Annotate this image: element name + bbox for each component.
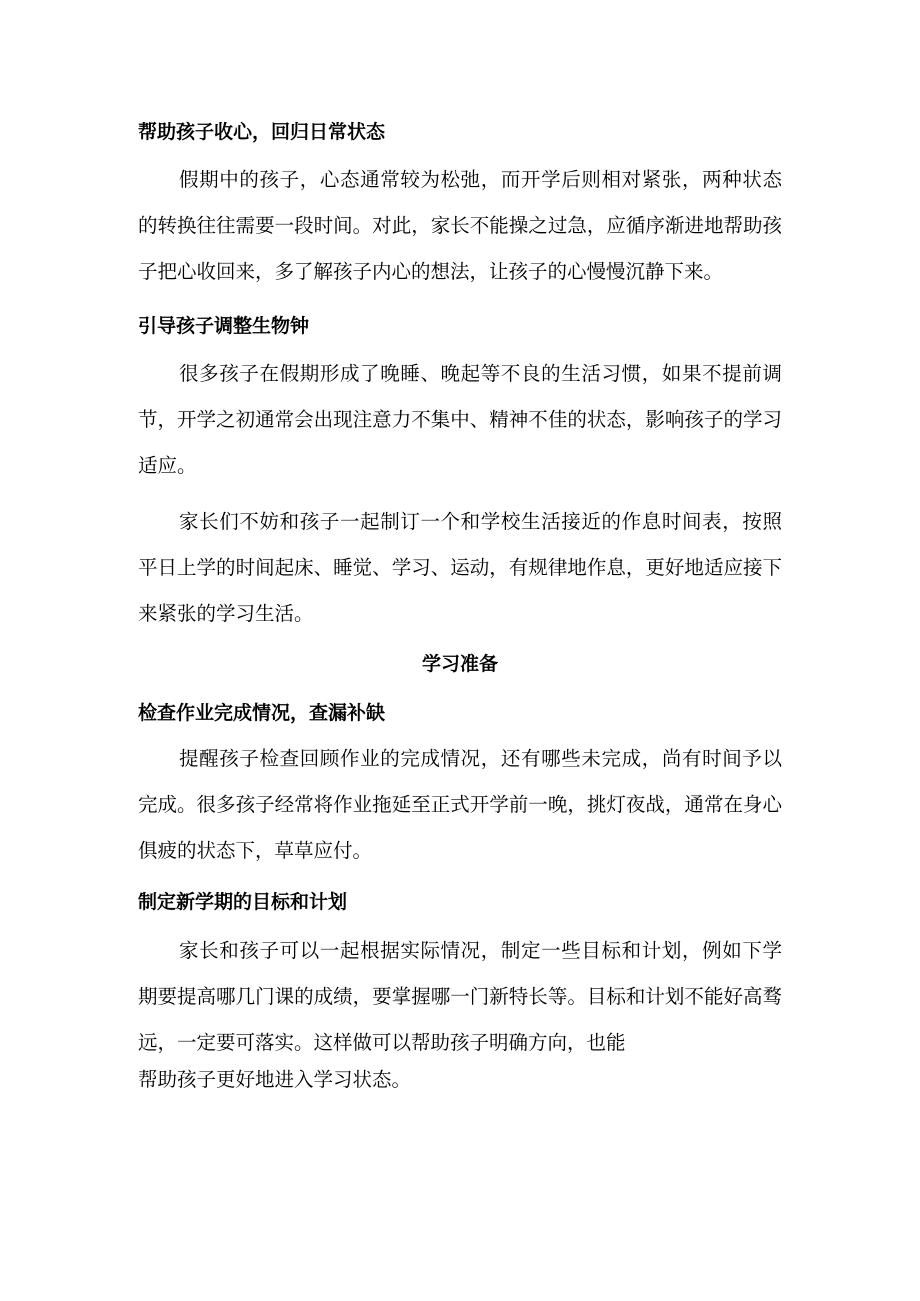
part-title: 学习准备: [421, 653, 498, 675]
section-heading-goals-plan: 制定新学期的目标和计划: [138, 891, 348, 913]
paragraph-goals-plan-trailing-line: 帮助孩子更好地进入学习状态。: [138, 1068, 412, 1091]
section-heading-biological-clock: 引导孩子调整生物钟: [138, 315, 310, 337]
paragraph-homework-check: 提醒孩子检查回顾作业的完成情况，还有哪些未完成，尚有时间予以完成。很多孩子经常将作业拖延至正式开学前一晚，挑灯夜战，通常在身心俱疲的状态下，草草应付。: [138, 747, 782, 862]
paragraph-biological-clock-2: 家长们不妨和孩子一起制订一个和学校生活接近的作息时间表，按照平日上学的时间起床、睡觉、学习、运动，有规律地作息，更好地适应接下来紧张的学习生活。: [138, 510, 782, 625]
paragraph-biological-clock-1: 很多孩子在假期形成了晚睡、晚起等不良的生活习惯，如果不提前调节，开学之初通常会出现注意力不集中、精神不佳的状态，影响孩子的学习适应。: [138, 362, 782, 477]
section-heading-settle-mind: 帮助孩子收心，回归日常状态: [138, 121, 386, 143]
section-heading-homework-check: 检查作业完成情况，查漏补缺: [138, 702, 386, 724]
paragraph-settle-mind: 假期中的孩子，心态通常较为松弛，而开学后则相对紧张，两种状态的转换往往需要一段时间。对此，家长不能操之过急，应循序渐进地帮助孩子把心收回来，多了解孩子内心的想法，让孩子的心慢慢沉静下来。: [138, 168, 782, 283]
paragraph-goals-plan: 家长和孩子可以一起根据实际情况，制定一些目标和计划，例如下学期要提高哪几门课的成绩，要掌握哪一门新特长等。目标和计划不能好高骛远，一定要可落实。这样做可以帮助孩子明确方向，也能: [138, 939, 782, 1054]
